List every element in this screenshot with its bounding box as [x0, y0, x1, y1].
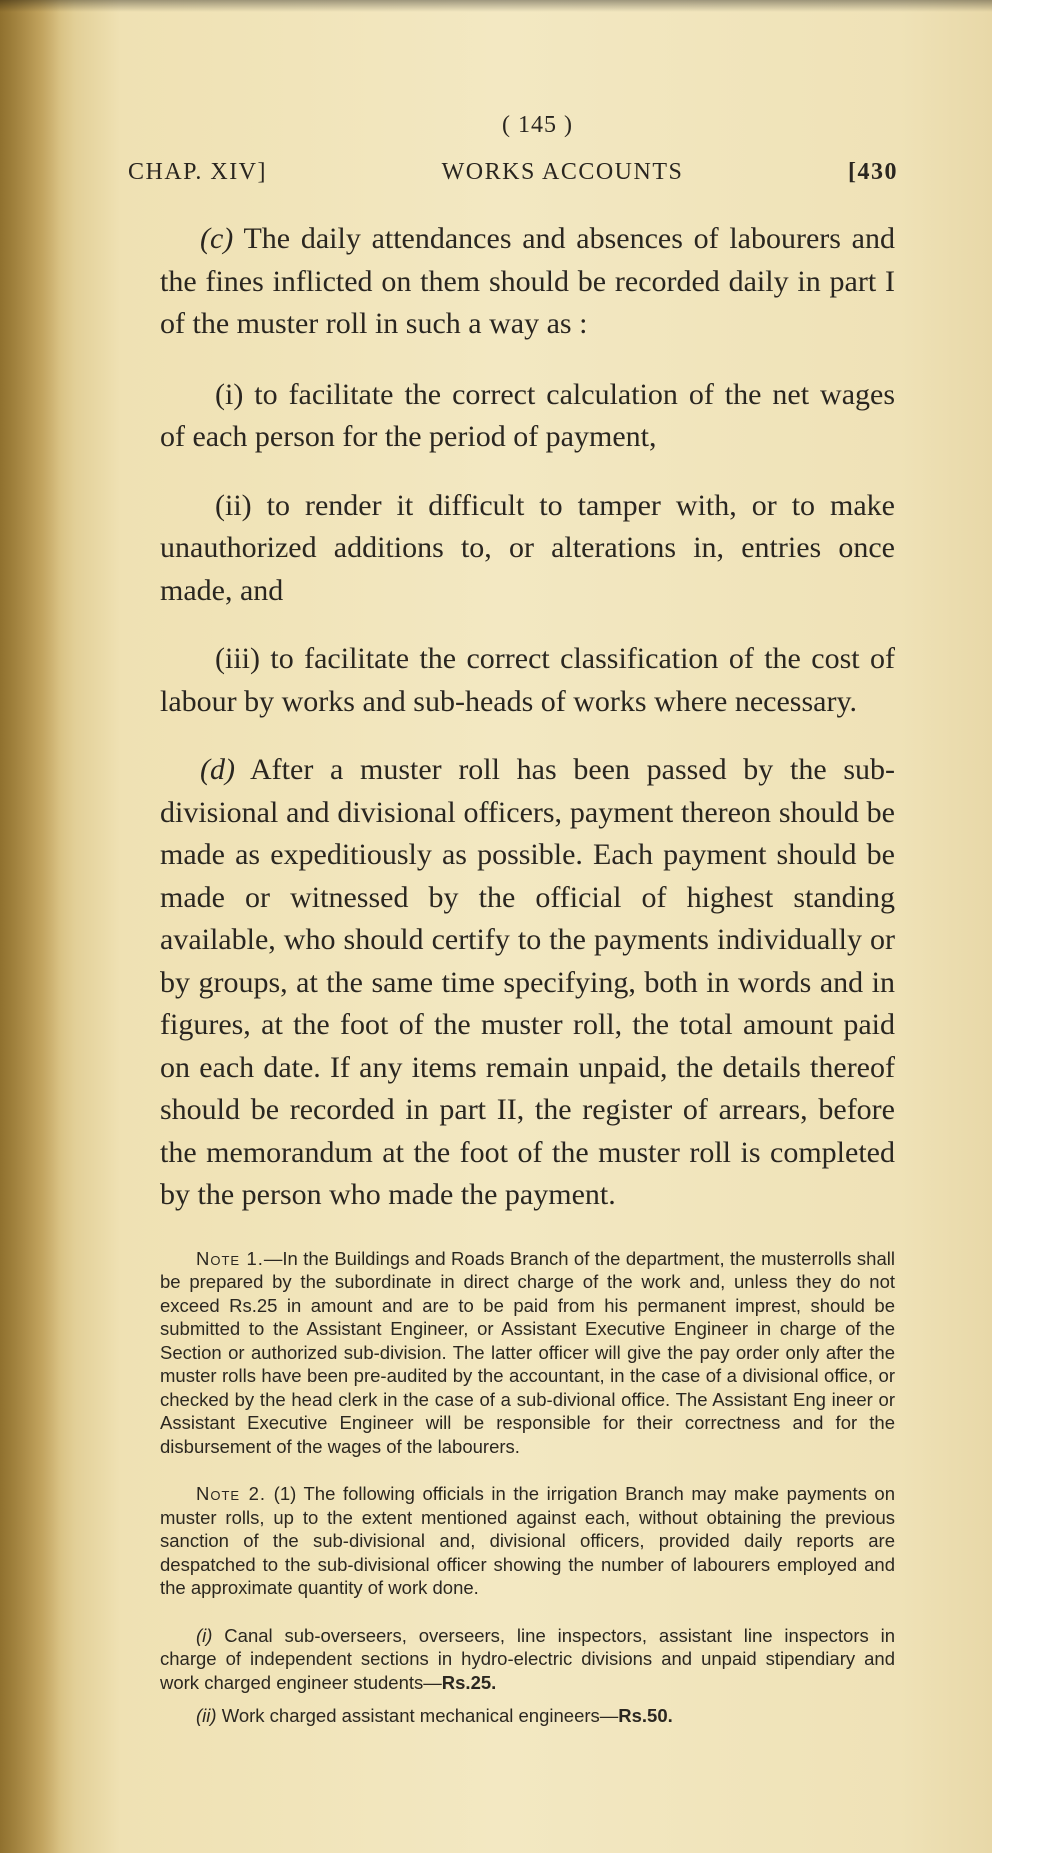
item-ii-text: (ii) to render it difficult to tamper with, or to make unauthorized additions to, or alterations in, entries once made, and: [160, 488, 895, 607]
note-2-sub-i: [160, 1624, 895, 1695]
note-2-label: Note 2.: [196, 1483, 267, 1504]
note-2-text: (1) The following officials in the irrigation Branch may make payments on muster rolls, up to the extent mentioned against each, without obtaining the previous sanction of the sub-divisional and, divisional officers, provided daily reports are despatched to the sub-divisional officer showing the number of labourers employed and the approximate quantity of work done.: [160, 1483, 896, 1598]
paragraph-d: [160, 749, 895, 1217]
note-2-sub-i-label: (i): [196, 1624, 213, 1646]
note-2-sub-ii: [160, 1704, 895, 1728]
note-2: [160, 1482, 895, 1600]
note-2-sub-ii-text: Work charged assistant mechanical engineers—: [221, 1705, 619, 1726]
page-text: [128, 100, 898, 1738]
note-1: [160, 1247, 895, 1459]
note-2-sub-ii-amount: Rs.50.: [618, 1705, 673, 1726]
item-i: [160, 374, 895, 459]
item-ii: [160, 485, 895, 613]
paragraph-c: [160, 218, 895, 346]
note-2-sub-ii-label: (ii): [196, 1705, 217, 1726]
paragraph-d-text: After a muster roll has been passed by the sub-divisional and divisional officers, payment thereon should be made as expeditiously as possible. Each payment should be made or witnessed by the official of highest standing available, who should certify to the payments individually or by groups, at the same time specifying, both in words and in figures, at the foot of the muster roll, the total amount paid on each date. If any items remain unpaid, the details thereof should be recorded in part II, the register of arrears, before the memorandum at the foot of the muster roll is completed by the person who made the payment.: [160, 753, 895, 1211]
item-iii: [160, 638, 895, 723]
note-2-sub-i-amount: Rs.25.: [441, 1671, 497, 1693]
running-head: [128, 159, 898, 186]
page-number: ( 145 ): [502, 112, 573, 138]
note-1-label: Note 1.: [196, 1247, 264, 1269]
paragraph-d-label: (d): [200, 753, 235, 786]
running-title: WORKS ACCOUNTS: [441, 159, 684, 185]
paragraph-c-text: The daily attendances and absences of labourers and the fines inflicted on them should be recorded daily in part I of the muster roll in such a way as :: [160, 222, 895, 340]
chapter-label: CHAP. XIV]: [128, 159, 268, 185]
item-iii-text: (iii) to facilitate the correct classification of the cost of labour by works and sub-heads of works where necessary.: [160, 642, 895, 718]
note-1-text: —In the Buildings and Roads Branch of the department, the musterrolls shall be prepared by the subordinate in direct charge of the work and, unless they do not exceed Rs.25 in amount and are to be paid from his permanent imprest, should be submitted to the Assistant Engineer, or Assistant Executive Engineer in charge of the Section or authorized sub-division. The latter officer will give the pay order only after the muster rolls have been pre-audited by the accountant, in the case of a divisional office, or checked by the head clerk in the case of a sub-divional office. The Assistant Eng ineer or Assistant Executive Engineer will be responsible for their correctness and for the disbursement of the wages of the labourers.: [160, 1247, 895, 1457]
note-2-sub-i-text: Canal sub-overseers, overseers, line inspectors, assistant line inspectors in charge of independent sections in hydro-electric divisions and unpaid stipendiary and work charged engineer students—: [160, 1624, 895, 1693]
paragraph-c-label: (c): [200, 222, 234, 255]
section-number: [430: [848, 159, 898, 185]
item-i-text: (i) to facilitate the correct calculation of the net wages of each person for the period of payment,: [160, 377, 895, 453]
